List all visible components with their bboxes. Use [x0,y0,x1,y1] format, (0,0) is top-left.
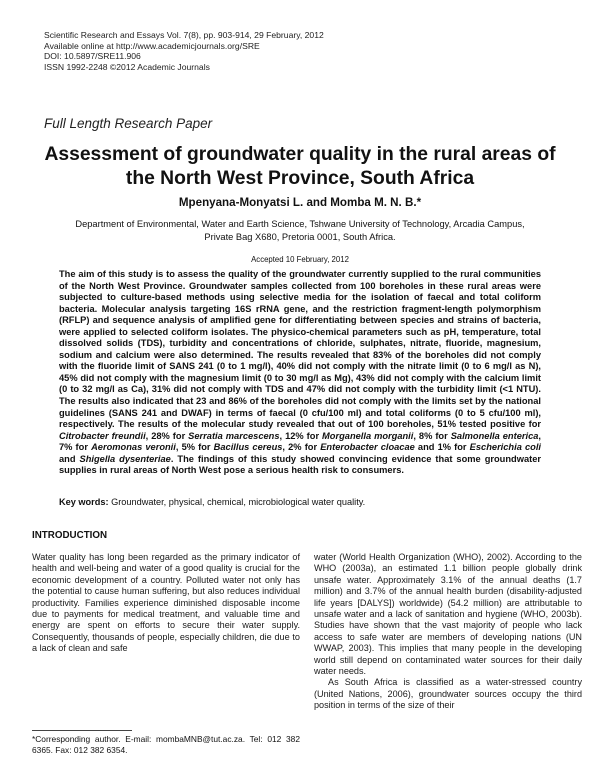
abstract [59,269,541,477]
abstract-text: , 5% for [175,442,214,453]
intro-paragraph: water (World Health Organization (WHO), 2002). According to the WHO (2003a), an estimated 1.1 billion people globally drink unsafe water. Approximately 3.1% of the annual deaths (1.7 million) and 3.7% of the annual health burden (disability-adjusted life years [DALYS]) worldwide) (54.2 million) are attributable to unsafe water and a lack of sanitation and hygiene (WHO, 2003b). Studies have shown that the vast majority of people who lack access to safe water are members of developing nations (UN WWAP, 2003). This implies that many people in the developing world still depend on contaminated water sources for their daily water needs. [314,552,582,677]
section-heading-introduction: INTRODUCTION [32,530,108,541]
species-name: Serratia marcescens [188,430,280,441]
species-name: Aeromonas veronii [91,442,176,453]
accepted-date: Accepted 10 February, 2012 [251,255,349,264]
journal-issn: ISSN 1992-2248 ©2012 Academic Journals [44,61,210,72]
species-name: Enterobacter cloacae [320,442,415,453]
authors: Mpenyana-Monyatsi L. and Momba M. N. B.* [178,196,422,209]
species-name: Escherichia coli [469,442,542,453]
affiliation: Department of Environmental, Water and Earth Science, Tshwane University of Technology, Arcadia Campus, Private Bag X680, Pretoria 0001, South Africa. [75,219,525,242]
abstract-text: , 28% for [145,430,189,441]
journal-header [44,30,324,72]
journal-availability: Available online at http://www.academicjournals.org/SRE [44,40,260,51]
abstract-text: , 7% for [59,430,542,453]
left-column [32,552,300,655]
footnote-rule [32,730,132,731]
abstract-text: The aim of this study is to assess the quality of the groundwater currently supplied to the rural communities of the North West Province. Groundwater samples collected from 100 boreholes in these rural areas were subjected to culture-based methods using selective media for the isolation of faecal and total coliform bacteria. Molecular analysis targeting 16S rRNA gene, and the restriction fragment-length polymorphism (RFLP) and sequence analysis of amplified gene for differentiating between species and strains of bacteria, were applied to selected coliform isolates. The physico-chemical parameters such as pH, temperature, total dissolved solids (TDS), turbidity and concentrations of chloride, sulphates, nitrate, fluoride, magnesium, sodium and calcium were also determined. The results revealed that 83% of the boreholes did not comply with the fluoride limit of SANS 241 (0 to 1 mg/l), 40% did not comply with the nitrate limit (0 to 6 mg/l as N), 45% did not comply with the magnesium limit (0 to 30 mg/l as Mg), 43% did not comply with the calcium limit (0 to 32 mg/l as Ca), 31% did not comply with TDS and 47% did not comply with the turbidity limit (<1 NTU). The results also indicated that 23 and 86% of the boreholes did not comply with the limits set by the national guidelines (SANS 241 and DWAF) in terms of faecal (0 cfu/100 ml) and total coliforms (0 to 5 cfu/100 ml), respectively. The results of the molecular study revealed that out of 100 boreholes, 51% tested positive for [59,269,541,430]
species-name: Morganella morganii [322,430,414,441]
paper-title: Assessment of groundwater quality in the rural areas of the North West Province, South Africa [44,144,556,189]
species-name: Salmonella enterica [450,430,539,441]
abstract-text: . The findings of this study showed convincing evidence that some groundwater supplies in rural areas of North West pose a serious health risk to consumers. [59,453,541,476]
abstract-text: , 2% for [282,442,321,453]
paper-type: Full Length Research Paper [44,116,213,131]
keywords [59,497,541,507]
abstract-text: and [59,453,80,464]
intro-paragraph: As South Africa is classified as a water-stressed country (United Nations, 2006), groundwater sources occupy the third position in terms of the size of their [314,677,582,711]
abstract-text: , 12% for [279,430,323,441]
keywords-text: Groundwater, physical, chemical, microbiological water quality. [108,497,366,507]
intro-paragraph: Water quality has long been regarded as the primary indicator of health and well-being and water of a good quality is crucial for the economic development of a country. Polluted water not only has the potential to cause human suffering, but also reduces individual productivity. Families experience diminished disposable income due to payments for medical treatment, and valuable time and energy are spent on efforts to secure their water supply. Consequently, thousands of people, especially children, die due to a lack of clean and safe [32,552,300,654]
right-column [314,552,582,712]
species-name: Shigella dysenteriae [79,453,171,464]
species-name: Citrobacter freundii [59,430,146,441]
abstract-text: , 8% for [413,430,451,441]
keywords-label: Key words: [59,497,109,507]
journal-citation: Scientific Research and Essays Vol. 7(8), pp. 903-914, 29 February, 2012 [44,30,324,40]
abstract-text: and 1% for [414,442,470,453]
journal-doi: DOI: 10.5897/SRE11.906 [44,51,141,61]
corresponding-author-footnote: *Corresponding author. E-mail: mombaMNB@tut.ac.za. Tel: 012 382 6365. Fax: 012 382 6354. [32,734,300,755]
species-name: Bacillus cereus [213,442,283,453]
